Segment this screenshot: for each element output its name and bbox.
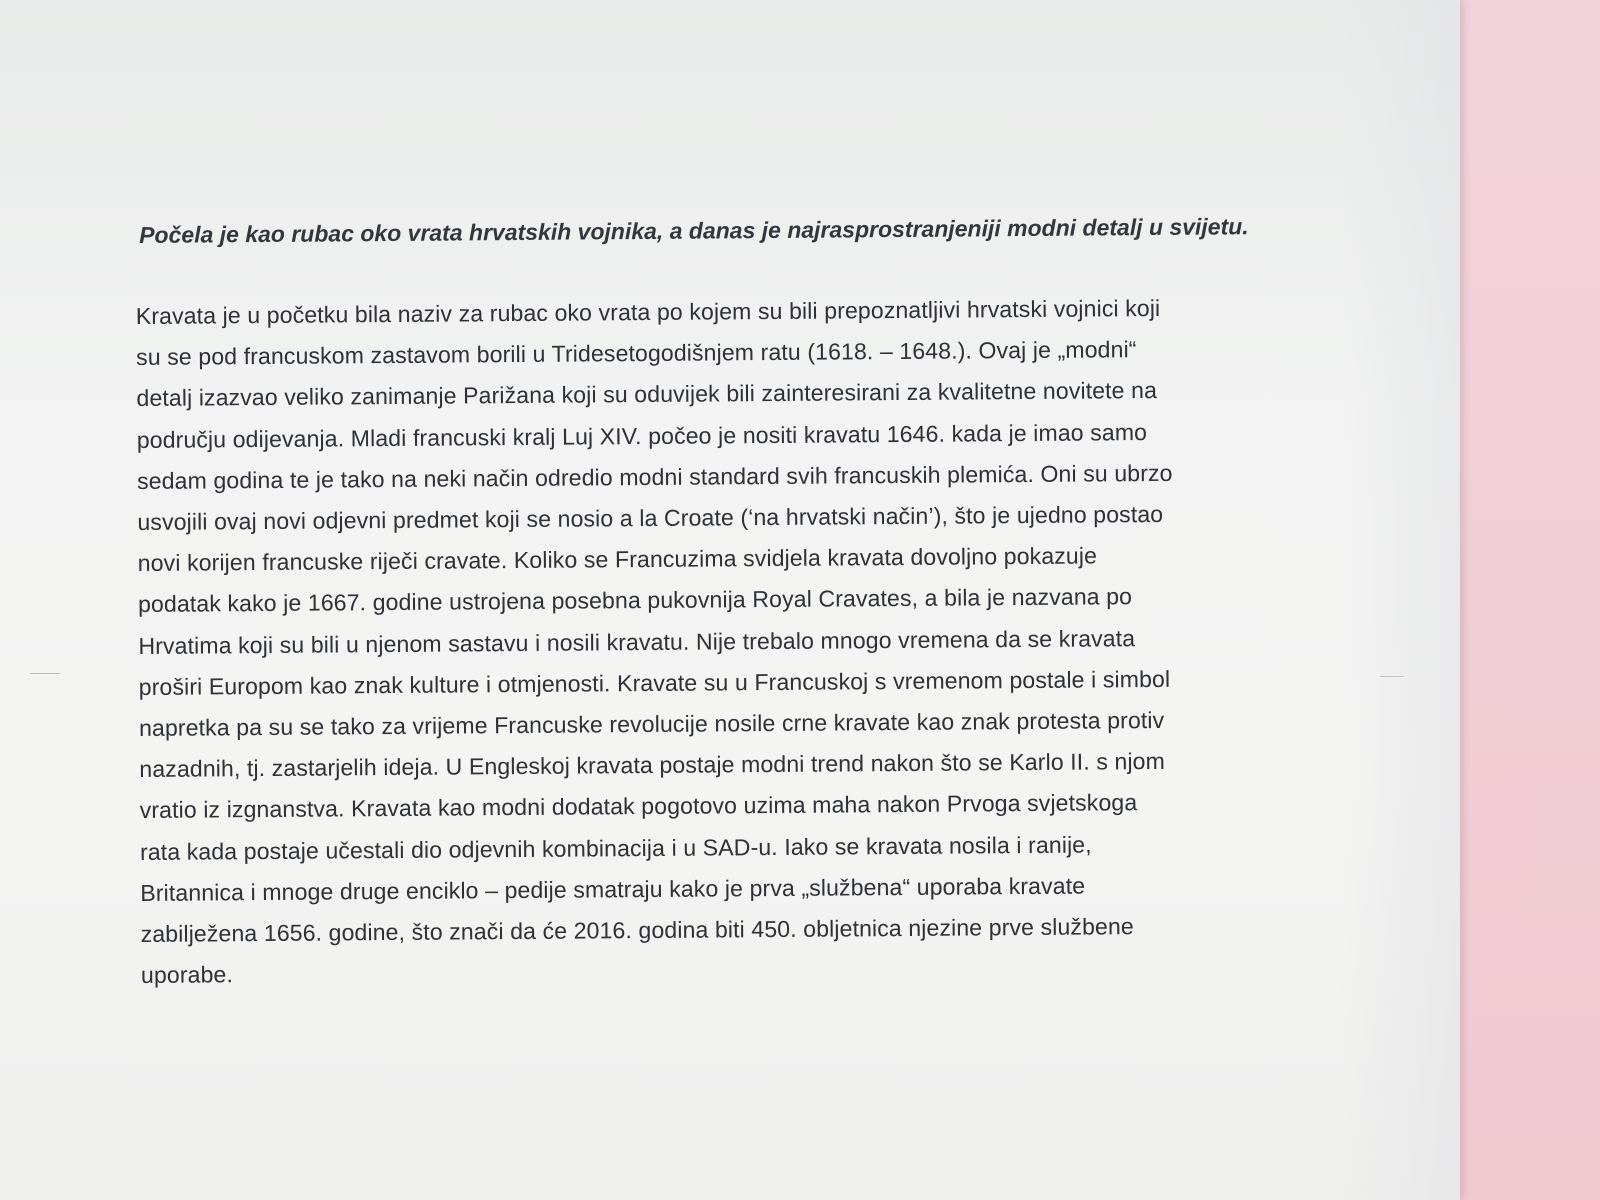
body-line: novi korijen francuske riječi cravate. Koliko se Francuzima svidjela kravata dovoljno pokazuje xyxy=(137,542,1098,577)
body-line: zabilježena 1656. godine, što znači da će 2016. godina biti 450. obljetnica njezine prve službene xyxy=(140,913,1134,948)
body-line: sedam godina te je tako na neki način odredio modni standard svih francuskih plemića. Oni su ubrzo xyxy=(136,459,1173,494)
body-line: su se pod francuskom zastavom borili u Tridesetogodišnjem ratu (1618. – 1648.). Ovaj je „modni“ xyxy=(136,336,1137,371)
body-paragraph xyxy=(136,287,1311,997)
fold-mark-right xyxy=(1380,676,1404,677)
body-line: detalj izazvao veliko zanimanje Parižana koji su oduvijek bili zainteresirani za kvalitetne novitete na xyxy=(136,377,1158,412)
body-line: Kravata je u početku bila naziv za rubac oko vrata po kojem su bili prepoznatljivi hrvatski vojnici koji xyxy=(135,294,1161,329)
body-line: usvojili ovaj novi odjevni predmet koji se nosio a la Croate (‘na hrvatski način’), što je ujedno postao xyxy=(137,500,1164,536)
body-line: nazadnih, tj. zastarjelih ideja. U Engleskoj kravata postaje modni trend nakon što se Karlo II. s njom xyxy=(139,748,1166,783)
body-line: Britannica i mnoge druge enciklo – pedije smatraju kako je prva „službena“ uporaba kravate xyxy=(140,872,1086,906)
fold-mark-left xyxy=(30,673,60,674)
body-line: napretka pa su se tako za vrijeme Francuske revolucije nosile crne kravate kao znak protesta protiv xyxy=(138,706,1165,742)
body-line: vratio iz izgnanstva. Kravata kao modni dodatak pogotovo uzima maha nakon Prvoga svjetskoga xyxy=(139,789,1138,824)
body-line: podatak kako je 1667. godine ustrojena posebna pukovnija Royal Cravates, a bila je nazvana po xyxy=(137,583,1133,618)
body-line: uporabe. xyxy=(140,961,234,989)
body-line: rata kada postaje učestali dio odjevnih kombinacija i u SAD-u. Iako se kravata nosila i ranije, xyxy=(139,831,1092,865)
document-content xyxy=(135,206,1311,997)
body-line: proširi Europom kao znak kulture i otmjenosti. Kravate su u Francuskoj s vremenom postale i simbol xyxy=(138,665,1171,700)
lead-paragraph: Počela je kao rubac oko vrata hrvatskih vojnika, a danas je najrasprostranjeniji modni detalj u svijetu. xyxy=(139,213,1249,248)
body-line: Hrvatima koji su bili u njenom sastavu i nosili kravatu. Nije trebalo mnogo vremena da se kravata xyxy=(138,624,1136,659)
body-line: području odijevanja. Mladi francuski kralj Luj XIV. počeo je nositi kravatu 1646. kada je imao samo xyxy=(136,418,1148,453)
